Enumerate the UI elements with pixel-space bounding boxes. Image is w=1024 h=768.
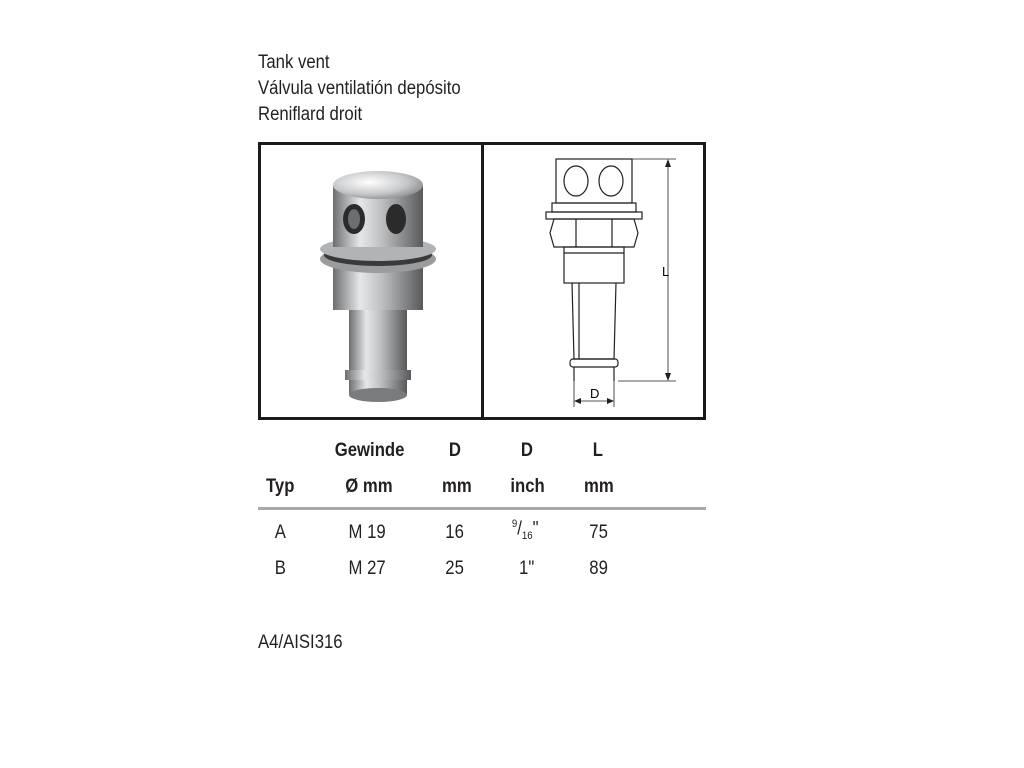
header-gewinde: Gewinde (334, 440, 405, 461)
technical-drawing (484, 145, 703, 417)
header-unit-mm-diameter: Ø mm (345, 476, 393, 497)
header-d-mm: D (448, 440, 461, 461)
spec-table (258, 436, 706, 594)
title-es: Válvula ventilatión depósito (258, 78, 461, 99)
product-photo (261, 145, 481, 417)
material-note: A4/AISI316 (258, 632, 343, 653)
fraction-inch: $^9/_{16}$" (511, 518, 539, 543)
header-unit-inch: inch (510, 476, 545, 497)
header-l: L (592, 440, 603, 461)
dimension-label-l: L (662, 264, 670, 279)
header-rule (258, 507, 706, 510)
header-unit-mm-length: mm (584, 476, 614, 497)
table-row: B M 27 25 1" 89 (274, 558, 608, 579)
header-typ: Typ (265, 476, 295, 497)
figure-frame (258, 142, 706, 420)
header-d-inch: D (520, 440, 533, 461)
title-fr: Reniflard droit (258, 104, 363, 125)
dimension-label-d: D (590, 386, 600, 401)
title-en: Tank vent (258, 52, 330, 73)
table-header (258, 436, 706, 508)
title-block (258, 50, 488, 128)
table-row: A M 19 16 $^9/_{16}$" 75 (274, 518, 608, 543)
header-unit-mm: mm (442, 476, 472, 497)
